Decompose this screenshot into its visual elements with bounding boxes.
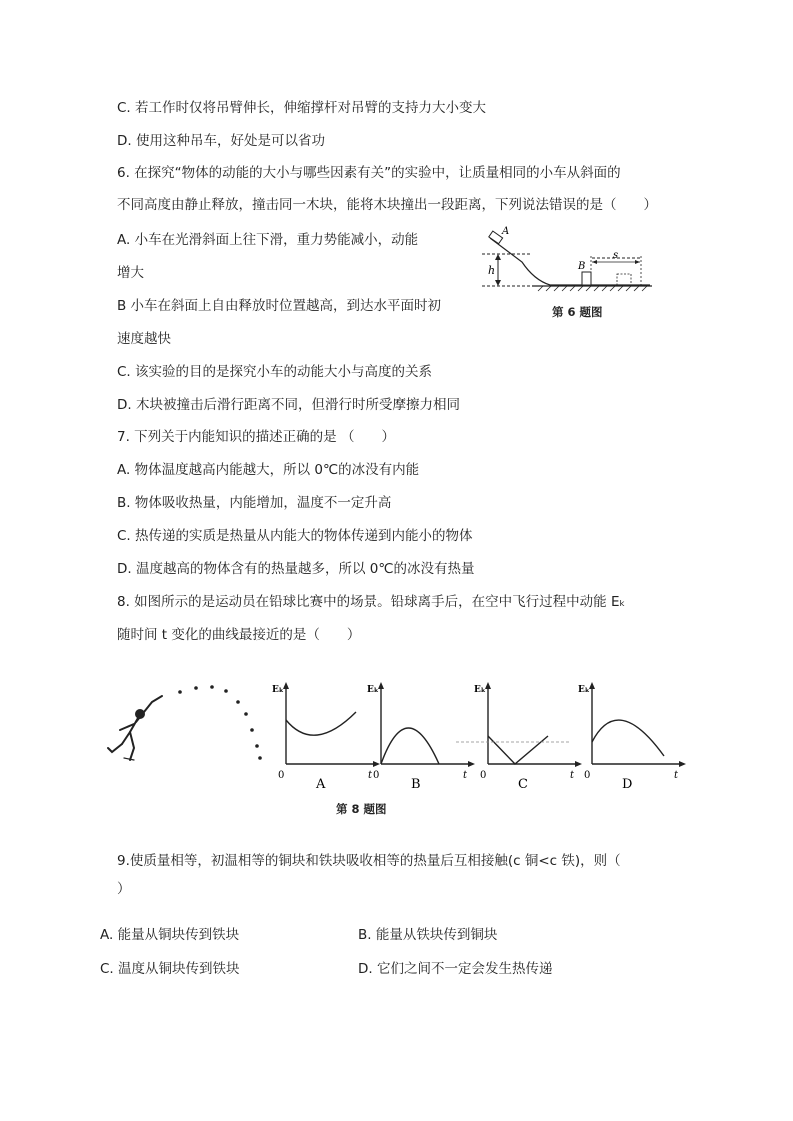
graph-d-name: D	[622, 777, 633, 792]
q6-incline	[490, 238, 650, 285]
q6-block-end	[617, 274, 631, 285]
q8-figure-caption: 第 8 题图	[336, 802, 387, 816]
q6-option-d: D. 木块被撞击后滑行距离不同，但滑行时所受摩擦力相同	[117, 397, 460, 413]
graph-d-ylabel: Eₖ	[578, 685, 590, 695]
q7-option-c: C. 热传递的实质是热量从内能大的物体传递到内能小的物体	[117, 528, 473, 544]
q6-option-a-line1: A. 小车在光滑斜面上往下滑，重力势能减小，动能	[117, 232, 419, 248]
q6-s-label: s	[613, 250, 619, 261]
graph-b-curve	[381, 728, 439, 764]
q6-h-label: h	[488, 264, 496, 277]
graph-c-xlabel: t	[570, 770, 575, 781]
graph-d-origin: 0	[584, 770, 591, 781]
graph-c-y-arrow	[485, 682, 491, 689]
q9-stem-line2: ）	[117, 881, 131, 897]
graph-c-name: C	[518, 777, 528, 792]
graph-b-xlabel: t	[463, 770, 468, 781]
q6-option-b-line2: 速度越快	[117, 331, 171, 347]
q9-stem-line1: 9.使质量相等，初温相等的铜块和铁块吸收相等的热量后互相接触(c 铜<c 铁)，则（	[117, 853, 621, 869]
graph-b-x-arrow	[468, 761, 475, 767]
q6-option-c: C. 该实验的目的是探究小车的动能大小与高度的关系	[117, 364, 433, 380]
q7-option-b: B. 物体吸收热量，内能增加，温度不一定升高	[117, 495, 392, 511]
q9-option-c: C. 温度从铜块传到铁块	[100, 961, 240, 977]
graph-a-origin: 0	[278, 770, 285, 781]
graph-c-ylabel: Eₖ	[474, 685, 486, 695]
graph-c-origin: 0	[480, 770, 487, 781]
graph-d-xlabel: t	[674, 770, 679, 781]
q6-option-b-line1: B 小车在斜面上自由释放时位置越高，到达水平面时初	[117, 298, 442, 314]
q6-label-b: B	[578, 261, 586, 272]
graph-a-ylabel: Eₖ	[272, 685, 284, 695]
q9-option-a: A. 能量从铜块传到铁块	[100, 927, 240, 943]
q7-stem: 7. 下列关于内能知识的描述正确的是 （ ）	[117, 429, 395, 445]
q9-option-b: B. 能量从铁块传到铜块	[358, 927, 498, 943]
q6-figure	[472, 222, 662, 300]
q6-stem-line2: 不同高度由静止释放，撞击同一木块，能将木块撞出一段距离，下列说法错误的是（ ）	[117, 197, 657, 213]
graph-b-name: B	[411, 777, 421, 792]
graph-c-curve	[488, 736, 548, 764]
athlete-figure	[108, 696, 162, 760]
graph-c-x-arrow	[575, 761, 582, 767]
q6-label-a: A	[502, 226, 510, 237]
q7-option-d: D. 温度越高的物体含有的热量越多，所以 0℃的冰没有热量	[117, 561, 475, 577]
q6-car	[489, 231, 503, 244]
graph-a-y-arrow	[283, 682, 289, 689]
q6-stem-line1: 6. 在探究“物体的动能的大小与哪些因素有关”的实验中，让质量相同的小车从斜面的	[117, 165, 621, 181]
graph-b-origin: 0	[373, 770, 380, 781]
q5-option-d: D. 使用这种吊车，好处是可以省功	[117, 133, 325, 149]
graph-a-curve	[286, 712, 356, 735]
q9-option-d: D. 它们之间不一定会发生热传递	[358, 961, 553, 977]
q6-figure-caption: 第 6 题图	[552, 305, 603, 319]
graph-a-x-arrow	[373, 761, 380, 767]
q6-block-b	[582, 272, 591, 285]
graph-b-ylabel: Eₖ	[367, 685, 379, 695]
graph-d-curve	[592, 720, 664, 756]
q6-ground-hatch	[538, 286, 647, 291]
graph-d-y-arrow	[589, 682, 595, 689]
q8-stem-line1: 8. 如图所示的是运动员在铅球比赛中的场景。铅球离手后，在空中飞行过程中动能 Eₖ	[117, 594, 626, 610]
graph-b-y-arrow	[378, 682, 384, 689]
graph-a-xlabel: t	[368, 770, 373, 781]
q8-stem-line2: 随时间 t 变化的曲线最接近的是（ ）	[117, 627, 361, 643]
q7-option-a: A. 物体温度越高内能越大，所以 0℃的冰没有内能	[117, 462, 420, 478]
shot-trajectory	[178, 685, 262, 760]
graph-a-name: A	[316, 777, 326, 792]
q8-figure	[100, 672, 700, 797]
graph-d-x-arrow	[679, 761, 686, 767]
q5-option-c: C. 若工作时仅将吊臂伸长，伸缩撑杆对吊臂的支持力大小变大	[117, 100, 487, 116]
q6-option-a-line2: 增大	[117, 265, 144, 281]
